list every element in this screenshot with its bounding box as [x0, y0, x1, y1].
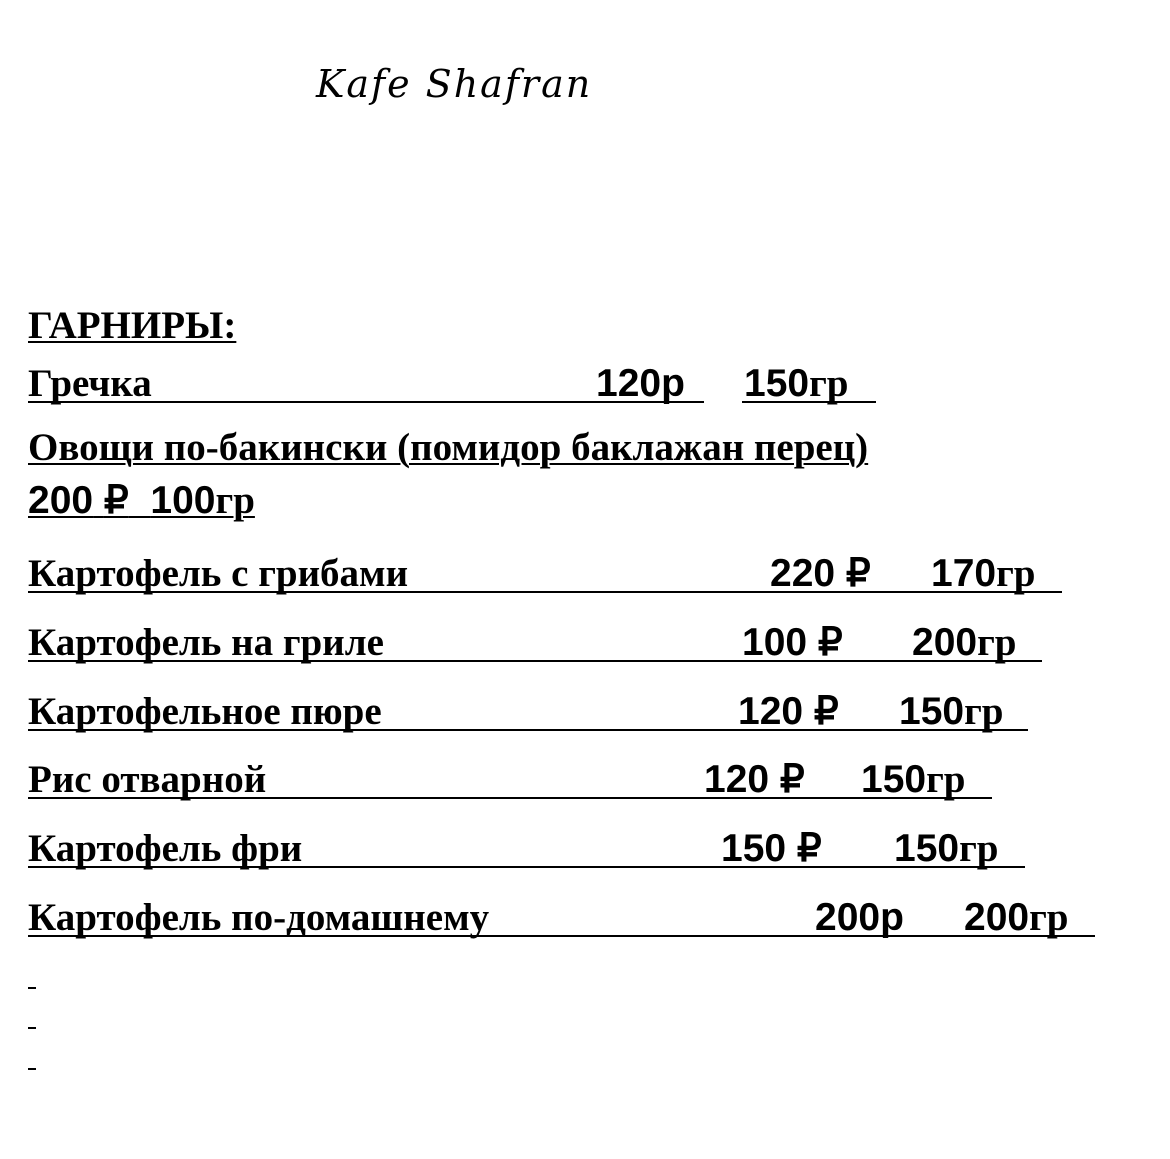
menu-item-potato-mushrooms — [28, 545, 1062, 593]
menu-item-grilled-potato — [28, 614, 1042, 662]
section-heading-garnishes: ГАРНИРЫ: — [28, 304, 237, 347]
item-weight: 200гр — [912, 621, 1017, 664]
item-name: Картофель с грибами — [28, 552, 409, 595]
menu-item-homestyle-potato — [28, 889, 1095, 937]
item-price: 150 ₽ — [721, 827, 822, 870]
item-price: 120р — [596, 362, 685, 405]
item-price: 220 ₽ — [770, 552, 871, 595]
menu-item-boiled-rice — [28, 751, 992, 799]
item-name: Рис отварной — [28, 758, 267, 801]
item-price: 200р — [815, 896, 904, 939]
item-weight: 150гр — [744, 362, 849, 405]
item-name: Картофель по-домашнему — [28, 896, 490, 939]
menu-item-buckwheat — [28, 355, 876, 403]
item-price: 100 ₽ — [742, 621, 843, 664]
item-name: Картофель фри — [28, 827, 303, 870]
item-weight: 150гр — [894, 827, 999, 870]
item-weight: 200гр — [964, 896, 1069, 939]
item-price: 120 ₽ — [738, 690, 839, 733]
item-name: Картофель на гриле — [28, 621, 384, 664]
menu-item-baku-vegetables-name: Овощи по-бакински (помидор баклажан перец) — [28, 426, 869, 469]
item-name: Картофельное пюре — [28, 690, 382, 733]
item-weight: 170гр — [931, 552, 1036, 595]
item-price: 120 ₽ — [704, 758, 805, 801]
menu-item-mashed-potato — [28, 683, 1028, 731]
item-name: Гречка — [28, 362, 152, 405]
empty-line-marker — [28, 1027, 36, 1029]
menu-item-baku-vegetables-price: 200 ₽ 100гр — [28, 479, 255, 522]
empty-line-marker — [28, 1068, 36, 1070]
empty-line-marker — [28, 987, 36, 989]
item-weight: 150гр — [861, 758, 966, 801]
item-weight: 150гр — [899, 690, 1004, 733]
menu-item-french-fries — [28, 820, 1025, 868]
cafe-name-title: Kafe Shafran — [316, 62, 593, 106]
